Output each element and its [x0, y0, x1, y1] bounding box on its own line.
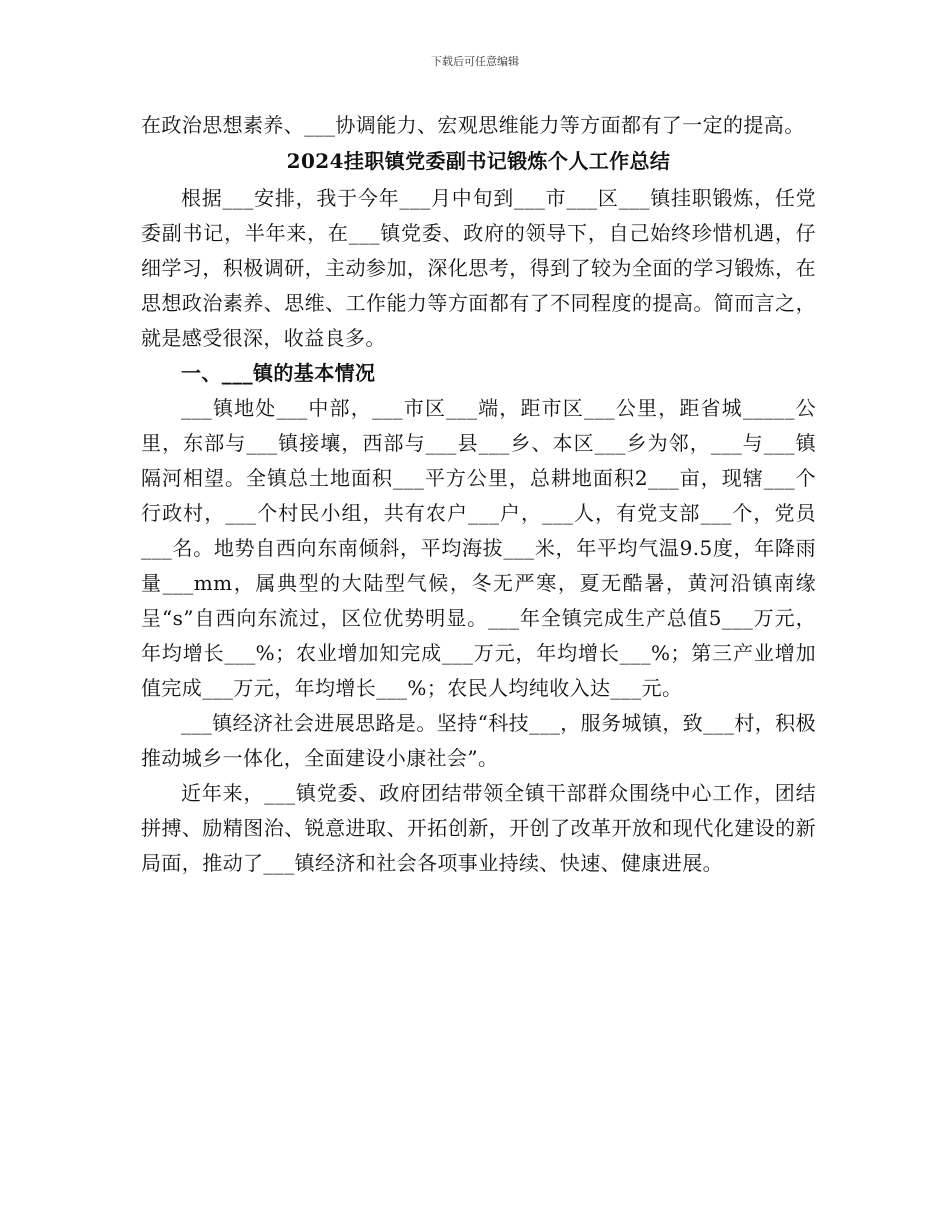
paragraph-1: 根据___安排，我于今年___月中旬到___市___区___镇挂职锻炼，任党委副书记，半年来，在___镇党委、政府的领导下，自己始终珍惜机遇，仔细学习，积极调研，主动参加，深化思考，得到了较为全面的学习锻炼，在思想政治素养、思维、工作能力等方面都有了不同程度的提高。简而言之，就是感受很深，收益良多。	[141, 186, 816, 350]
paragraph-4: 近年来，___镇党委、政府团结带领全镇干部群众围绕中心工作，团结拼搏、励精图治、锐意进取、开拓创新，开创了改革开放和现代化建设的新局面，推动了___镇经济和社会各项事业持续、快速、健康进展。	[141, 781, 816, 875]
document-title: 2024挂职镇党委副书记锻炼个人工作总结	[286, 149, 671, 173]
intro-fragment-paragraph: 在政治思想素养、___协调能力、宏观思维能力等方面都有了一定的提高。	[141, 113, 805, 137]
paragraph-2: ___镇地处___中部，___市区___端，距市区___公里，距省城_____公里，东部与___镇接壤，西部与___县___乡、本区___乡为邻，___与___镇隔河相望。全镇总土地面积___平方公里，总耕地面积2___亩，现辖___个行政村，___个村民小组，共有农户___户，___人，有党支部___个，党员___名。地势自西向东南倾斜，平均海拔___米，年平均气温9.5度，年降雨量___mm，属典型的大陆型气候，冬无严寒，夏无酷暑，黄河沿镇南缘呈“s”自西向东流过，区位优势明显。___年全镇完成生产总值5___万元，年均增长___%；农业增加知完成___万元，年均增长___%；第三产业增加值完成___万元，年均增长___%；农民人均纯收入达___元。	[141, 396, 816, 700]
page-header: 下载后可任意编辑	[431, 55, 519, 68]
paragraph-3: ___镇经济社会进展思路是。坚持“科技___，服务城镇，致___村，积极推动城乡一体化，全面建设小康社会”。	[141, 711, 816, 770]
document-body	[141, 108, 816, 881]
section-heading-1: 一、___镇的基本情况	[181, 361, 376, 385]
